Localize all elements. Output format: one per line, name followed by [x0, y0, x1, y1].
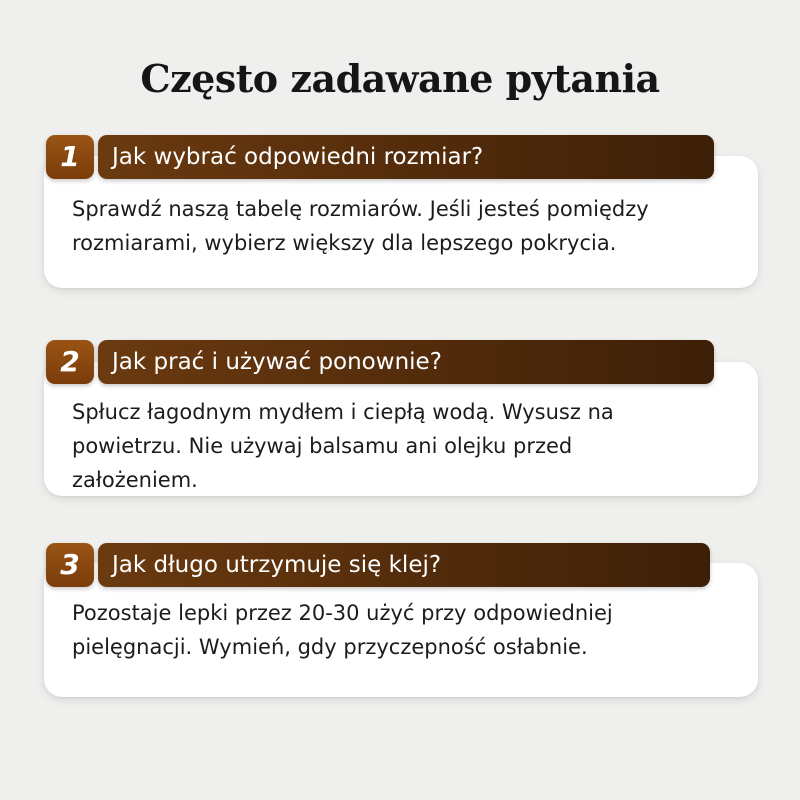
faq-question-bar[interactable]: [98, 135, 714, 179]
faq-answer-line: powietrzu. Nie używaj balsamu ani olejku przed: [72, 434, 573, 458]
faq-answer-line: pielęgnacji. Wymień, gdy przyczepność osłabnie.: [72, 635, 588, 659]
faq-answer: [72, 395, 762, 497]
faq-number-badge: [46, 543, 94, 587]
faq-answer-line: Pozostaje lepki przez 20-30 użyć przy odpowiedniej: [72, 601, 613, 625]
faq-answer-line: Sprawdź naszą tabelę rozmiarów. Jeśli jesteś pomiędzy: [72, 197, 649, 221]
faq-answer: [72, 192, 762, 260]
faq-answer-line: założeniem.: [72, 468, 198, 492]
faq-question: Jak prać i używać ponownie?: [112, 349, 442, 375]
faq-number-badge: [46, 340, 94, 384]
faq-answer-line: rozmiarami, wybierz większy dla lepszego pokrycia.: [72, 231, 617, 255]
faq-number-badge: [46, 135, 94, 179]
faq-answer-line: Spłucz łagodnym mydłem i ciepłą wodą. Wysusz na: [72, 400, 614, 424]
faq-question-bar[interactable]: [98, 543, 710, 587]
faq-question: Jak długo utrzymuje się klej?: [112, 552, 442, 578]
faq-number: 3: [60, 548, 80, 581]
faq-number: 1: [60, 140, 80, 173]
faq-number: 2: [60, 345, 80, 378]
faq-question-bar[interactable]: [98, 340, 714, 384]
faq-question: Jak wybrać odpowiedni rozmiar?: [112, 144, 484, 170]
faq-answer: [72, 596, 762, 664]
page-title: Często zadawane pytania: [140, 56, 660, 101]
